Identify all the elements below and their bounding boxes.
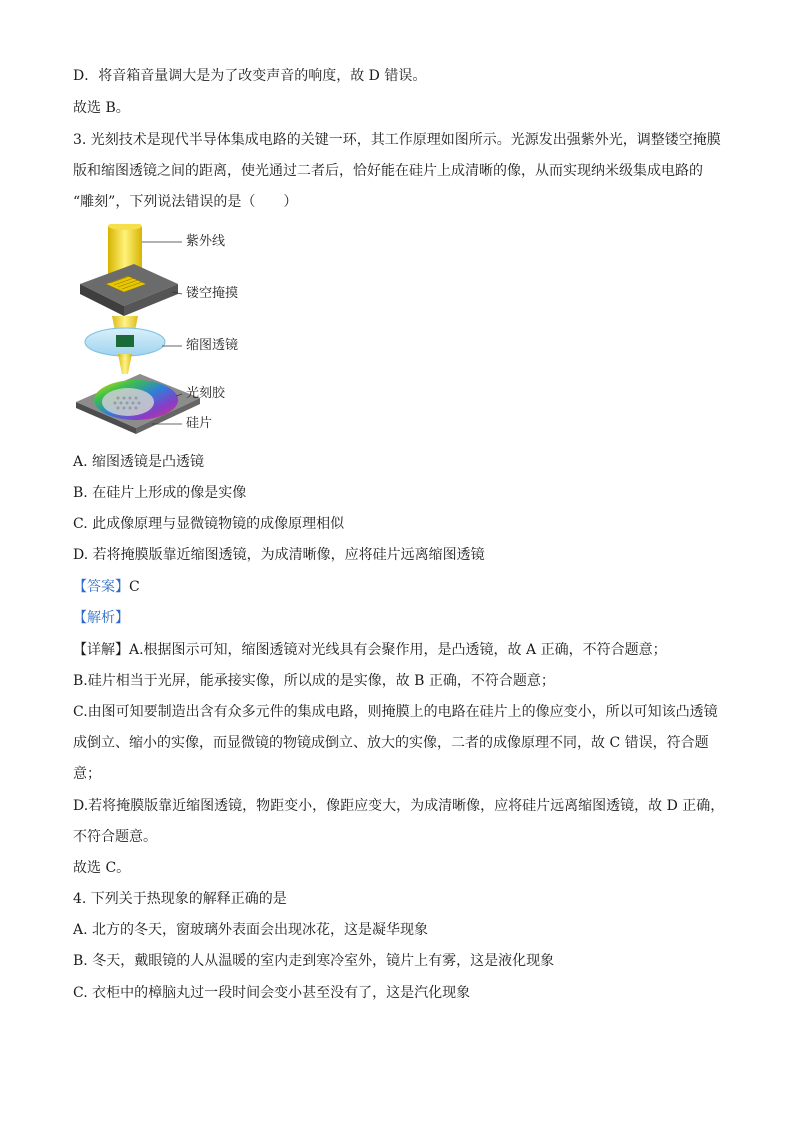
text-line: C.由图可知要制造出含有众多元件的集成电路，则掩膜上的电路在硅片上的像应变小，所以可知该凸透镜 (73, 704, 718, 720)
text-line: D.若将掩膜版靠近缩图透镜，物距变小，像距应变大，为成清晰像，应将硅片远离缩图透镜，故 D 正确， (73, 798, 725, 814)
question-3-stem: 3. 光刻技术是现代半导体集成电路的关键一环，其工作原理如图所示。光源发出强紫外光，调整镂空掩膜 (73, 132, 721, 148)
lens-pattern (116, 335, 134, 347)
question-4-stem: 4. 下列关于热现象的解释正确的是 (73, 891, 287, 907)
photolithography-diagram (70, 224, 300, 444)
label-mask: 镂空掩摸 (186, 286, 239, 301)
option-c: C. 衣柜中的樟脑丸过一段时间会变小甚至没有了，这是汽化现象 (73, 985, 471, 1001)
option-b: B. 在硅片上形成的像是实像 (73, 485, 247, 501)
text-line: B.硅片相当于光屏，能承接实像，所以成的是实像，故 B 正确，不符合题意； (73, 673, 555, 689)
label-lens: 缩图透镜 (186, 338, 239, 353)
label-resist: 光刻胶 (186, 386, 226, 401)
text-line: D．将音箱音量调大是为了改变声音的响度，故 D 错误。 (73, 68, 427, 84)
photolithography-figure (70, 224, 300, 444)
text-line: 版和缩图透镜之间的距离，使光通过二者后，恰好能在硅片上成清晰的像，从而实现纳米级集成电路的 (73, 163, 703, 179)
text-line: 不符合题意。 (73, 829, 157, 845)
option-c: C. 此成像原理与显微镜物镜的成像原理相似 (73, 516, 345, 532)
detail-tag: 【详解】 (73, 642, 129, 658)
answer-tag: 【答案】 (73, 579, 129, 595)
text-line: 意； (73, 766, 101, 782)
text-line: 故选 C。 (73, 860, 131, 876)
analysis-line (73, 608, 129, 628)
option-a: A. 北方的冬天，窗玻璃外表面会出现冰花，这是凝华现象 (73, 922, 429, 938)
label-wafer: 硅片 (186, 416, 213, 431)
text-line: 成倒立、缩小的实像，而显微镜的物镜成倒立、放大的实像，二者的成像原理不同，故 C 错误，符合题 (73, 735, 709, 751)
detail-line (73, 640, 667, 660)
label-uv: 紫外线 (186, 234, 226, 249)
analysis-tag: 【解析】 (73, 610, 129, 626)
answer-value: C (129, 579, 140, 595)
option-a: A. 缩图透镜是凸透镜 (73, 454, 205, 470)
option-b: B. 冬天，戴眼镜的人从温暖的室内走到寒冷室外，镜片上有雾，这是液化现象 (73, 953, 555, 969)
text-line: “雕刻”，下列说法错误的是（ ） (73, 194, 298, 210)
option-d: D. 若将掩膜版靠近缩图透镜，为成清晰像，应将硅片远离缩图透镜 (73, 547, 485, 563)
text-line: 故选 B。 (73, 100, 130, 116)
answer-line (73, 577, 140, 597)
detail-text: A.根据图示可知，缩图透镜对光线具有会聚作用，是凸透镜，故 A 正确，不符合题意； (129, 642, 667, 658)
